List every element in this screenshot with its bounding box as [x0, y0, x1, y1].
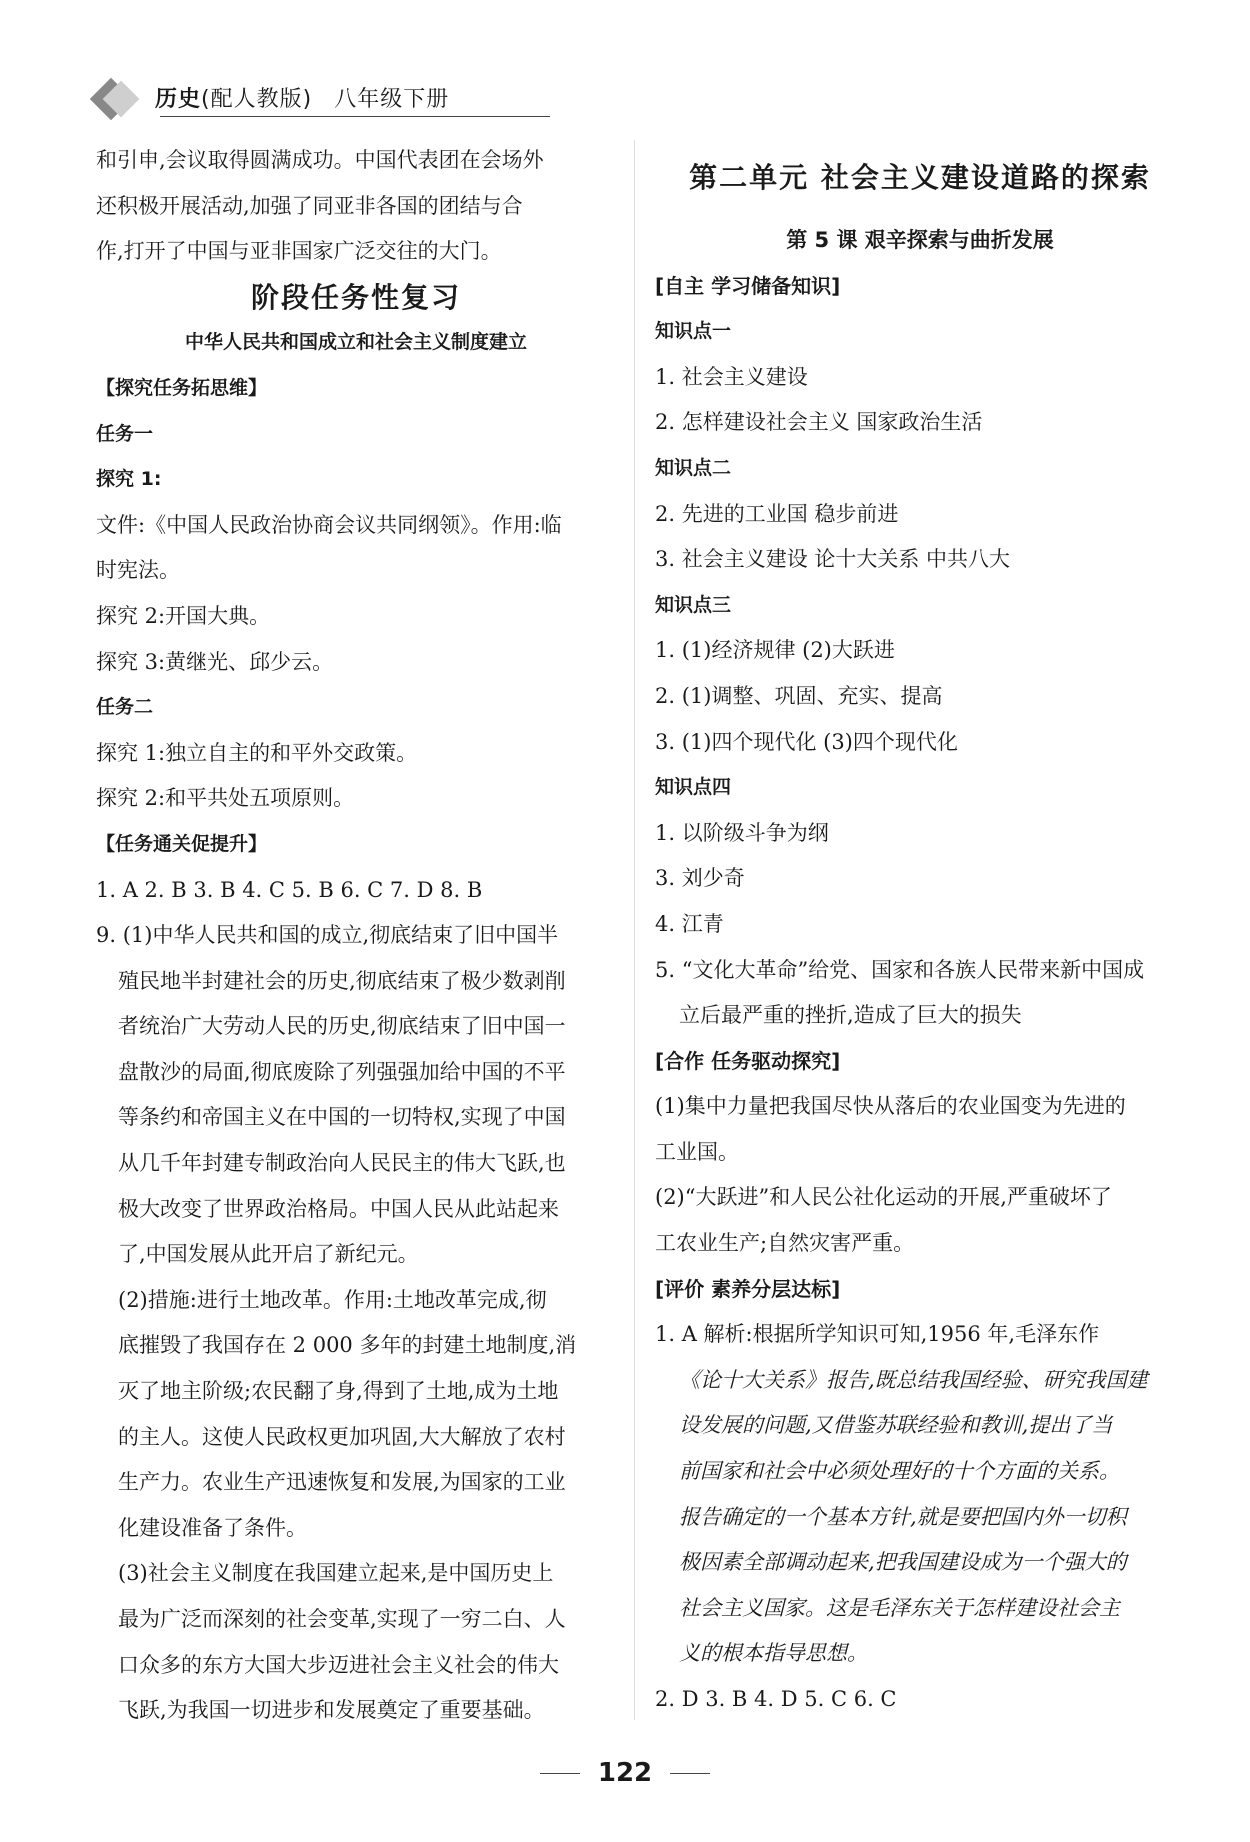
left-text-line: 了,中国发展从此开启了新纪元。 [118, 1242, 419, 1267]
header-grade: 八年级下册 [334, 87, 450, 112]
left-column [96, 138, 616, 1734]
header-subject: 历史 [155, 87, 202, 112]
right-text-line: 《论十大关系》报告,既总结我国经验、研究我国建 [679, 1367, 1148, 1392]
right-text-line: 工业国。 [655, 1139, 739, 1164]
left-text-line: 中华人民共和国成立和社会主义制度建立 [184, 331, 527, 354]
left-text-line: 化建设准备了条件。 [118, 1515, 307, 1540]
page-header [70, 70, 1180, 120]
right-text-line: 知识点四 [655, 776, 732, 799]
right-text-line: 3. 刘少奇 [655, 866, 745, 891]
right-text-line: 1. A 解析:根据所学知识可知,1956 年,毛泽东作 [655, 1322, 1100, 1347]
left-text-line: 殖民地半封建社会的历史,彻底结束了极少数剥削 [118, 968, 566, 993]
footer-dash-right [670, 1773, 710, 1774]
right-text-line: 2. 先进的工业国 稳步前进 [655, 501, 899, 526]
left-text-line: 任务二 [96, 696, 154, 719]
right-text-line: 第二单元 社会主义建设道路的探索 [689, 161, 1151, 194]
left-text-line: 等条约和帝国主义在中国的一切特权,实现了中国 [118, 1105, 566, 1130]
left-text-line: 阶段任务性复习 [250, 280, 461, 314]
header-edition: (配人教版) [201, 87, 313, 112]
footer-dash-left [540, 1773, 580, 1774]
left-text-line: 【任务通关促提升】 [96, 832, 268, 855]
right-text-line: 5. “文化大革命”给党、国家和各族人民带来新中国成 [655, 957, 1145, 982]
right-text-line: 知识点一 [655, 320, 732, 343]
right-text-line: 知识点三 [655, 593, 732, 616]
right-column [655, 138, 1185, 1723]
left-text-line: (2)措施:进行土地改革。作用:土地改革完成,彻 [118, 1287, 547, 1312]
right-text-line: [合作 任务驱动探究] [655, 1048, 841, 1073]
right-text-line: [自主 学习储备知识] [655, 273, 841, 298]
header-title [155, 82, 449, 113]
column-divider [634, 140, 635, 1720]
right-text-line: 1. (1)经济规律 (2)大跃进 [655, 638, 895, 663]
right-text-line: (2)“大跃进”和人民公社化运动的开展,严重破坏了 [655, 1185, 1112, 1210]
right-text-line: 2. D 3. B 4. D 5. C 6. C [655, 1687, 897, 1711]
left-text-line: 作,打开了中国与亚非国家广泛交往的大门。 [96, 239, 502, 264]
right-text-line: 前国家和社会中必须处理好的十个方面的关系。 [679, 1459, 1120, 1484]
right-text-line: 第 5 课 艰辛探索与曲折发展 [786, 228, 1054, 252]
header-rule [160, 116, 550, 117]
right-text-line: 2. (1)调整、巩固、充实、提高 [655, 683, 943, 708]
left-text-line: 口众多的东方大国大步迈进社会主义社会的伟大 [118, 1652, 559, 1677]
right-text-line: (1)集中力量把我国尽快从落后的农业国变为先进的 [655, 1094, 1126, 1119]
left-text-line: 底摧毁了我国存在 2 000 多年的封建土地制度,消 [118, 1333, 577, 1358]
left-text-line: 的主人。这使人民政权更加巩固,大大解放了农村 [118, 1424, 566, 1449]
left-text-line: 时宪法。 [96, 558, 180, 583]
left-text-line: 和引申,会议取得圆满成功。中国代表团在会场外 [96, 148, 544, 172]
left-text-line: 生产力。农业生产迅速恢复和发展,为国家的工业 [118, 1470, 566, 1495]
left-text-line: 盘散沙的局面,彻底废除了列强强加给中国的不平 [118, 1059, 566, 1084]
right-text-line: 义的根本指导思想。 [679, 1641, 868, 1666]
right-text-line: 报告确定的一个基本方针,就是要把国内外一切积 [679, 1504, 1127, 1529]
right-text-line: 3. (1)四个现代化 (3)四个现代化 [655, 729, 958, 754]
left-text-line: 最为广泛而深刻的社会变革,实现了一穷二白、人 [118, 1607, 566, 1631]
right-text-line: 3. 社会主义建设 论十大关系 中共八大 [655, 547, 1011, 572]
right-text-line: 2. 怎样建设社会主义 国家政治生活 [655, 410, 983, 435]
left-text-line: 1. A 2. B 3. B 4. C 5. B 6. C 7. D 8. B [96, 877, 483, 902]
page-number-footer [0, 1758, 1250, 1788]
left-text-line: 【探究任务拓思维】 [96, 376, 268, 399]
right-text-line: 极因素全部调动起来,把我国建设成为一个强大的 [679, 1550, 1127, 1575]
left-text-line: 探究 2:开国大典。 [96, 603, 271, 628]
right-text-line: 知识点二 [655, 456, 732, 479]
right-text-line: 工农业生产;自然灾害严重。 [655, 1231, 915, 1256]
left-text-line: 还积极开展活动,加强了同亚非各国的团结与合 [96, 193, 523, 218]
right-text-line: 设发展的问题,又借鉴苏联经验和教训,提出了当 [679, 1413, 1113, 1438]
left-text-line: 灭了地主阶级;农民翻了身,得到了土地,成为土地 [118, 1379, 559, 1404]
right-text-line: 4. 江青 [655, 911, 724, 936]
right-text-line: [评价 素养分层达标] [655, 1276, 841, 1301]
left-text-line: 探究 1:独立自主的和平外交政策。 [96, 740, 418, 765]
left-text-line: 飞跃,为我国一切进步和发展奠定了重要基础。 [118, 1698, 545, 1723]
right-text-line: 立后最严重的挫折,造成了巨大的损失 [679, 1003, 1022, 1028]
page-number: 122 [597, 1758, 653, 1788]
left-text-line: 探究 2:和平共处五项原则。 [96, 786, 355, 811]
left-text-line: 9. (1)中华人民共和国的成立,彻底结束了旧中国半 [96, 923, 559, 948]
right-text-line: 社会主义国家。这是毛泽东关于怎样建设社会主 [679, 1595, 1120, 1620]
right-text-line: 1. 社会主义建设 [655, 364, 808, 389]
left-text-line: 探究 1: [96, 468, 162, 491]
left-text-line: 者统治广大劳动人民的历史,彻底结束了旧中国一 [118, 1014, 566, 1039]
left-text-line: 极大改变了世界政治格局。中国人民从此站起来 [118, 1196, 559, 1221]
left-text-line: 任务一 [96, 422, 154, 445]
left-text-line: 探究 3:黄继光、邱少云。 [96, 649, 334, 674]
right-text-line: 1. 以阶级斗争为纲 [655, 820, 829, 845]
left-text-line: (3)社会主义制度在我国建立起来,是中国历史上 [118, 1561, 554, 1586]
left-text-line: 文件:《中国人民政治协商会议共同纲领》。作用:临 [96, 512, 562, 537]
left-text-line: 从几千年封建专制政治向人民民主的伟大飞跃,也 [118, 1151, 566, 1176]
